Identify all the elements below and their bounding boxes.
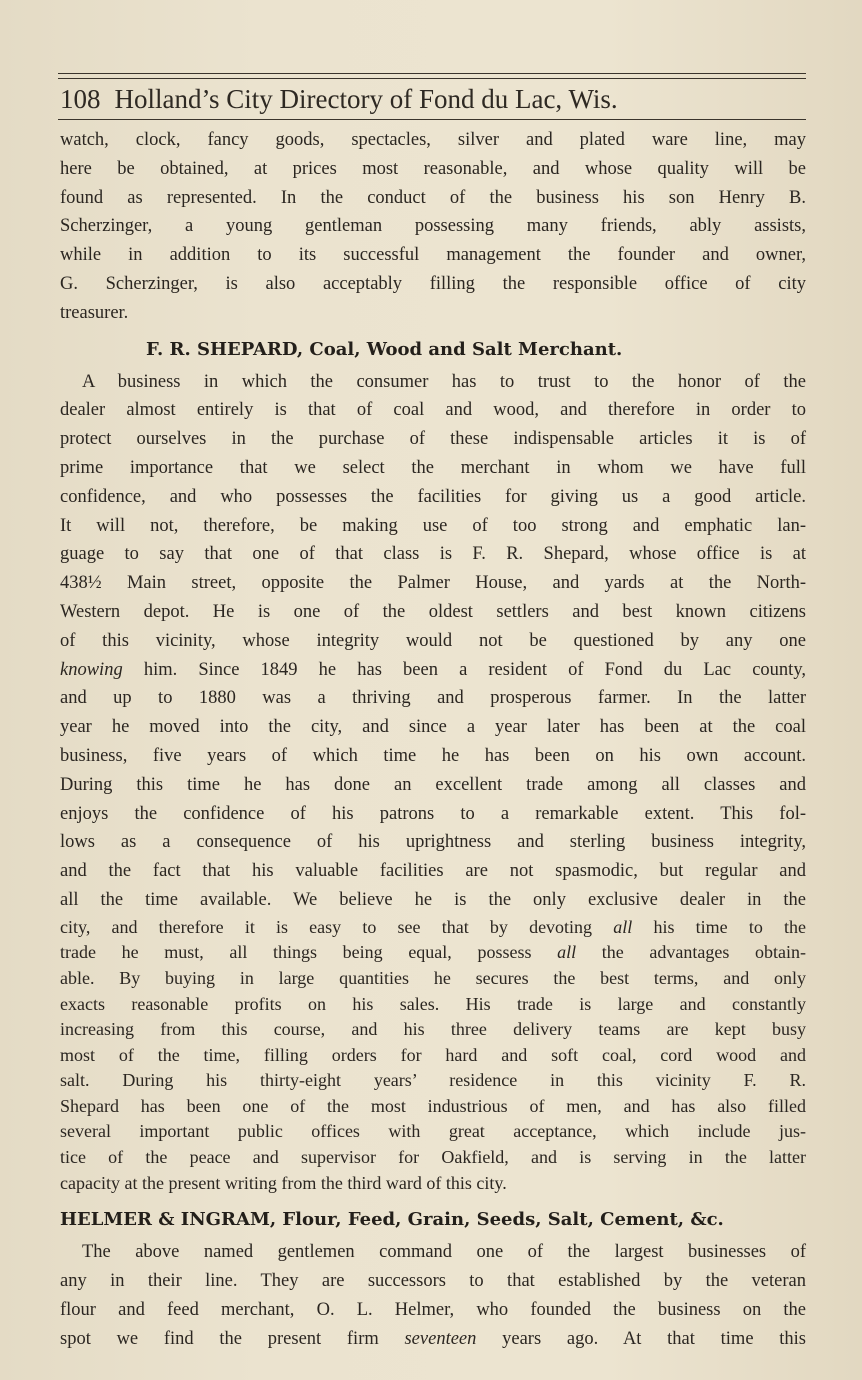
header-rule [58,119,806,120]
section-heading-shepard: F. R. SHEPARD, Coal, Wood and Salt Merchant. [146,338,623,360]
page-body [60,126,806,1353]
text-line: Scherzinger, a young gentleman possessing many friends, ably assists, [60,216,806,237]
text-line: guage to say that one of that class is F. R. Shepard, whose office is at [60,544,806,565]
text-line: A business in which the consumer has to trust to the honor of the [82,371,806,392]
text-span: trade he must, all things being equal, possess [60,942,558,963]
text-line: year he moved into the city, and since a year later has been at the coal [60,717,806,738]
text-span: the advantages obtain- [576,942,806,963]
text-line: increasing from this course, and his three delivery teams are kept busy [60,1019,806,1040]
text-line: watch, clock, fancy goods, spectacles, silver and plated ware line, may [60,130,806,150]
paragraph-scherzinger [60,126,806,328]
text-line: exacts reasonable profits on his sales. His trade is large and constantly [60,993,806,1014]
text-line: enjoys the confidence of his patrons to a remarkable extent. This fol- [60,803,806,824]
text-line: while in addition to its successful management the founder and owner, [60,245,806,266]
text-line [60,940,806,966]
text-line: Shepard has been one of the most industrious of men, and has also filled [60,1095,806,1116]
text-line: here be obtained, at prices most reasonable, and whose quality will be [60,158,806,179]
running-header [60,84,800,115]
text-line: capacity at the present writing from the third ward of this city. [60,1172,507,1193]
text-line: salt. During his thirty-eight years’ residence in this vicinity F. R. [60,1070,806,1091]
text-line: flour and feed merchant, O. L. Helmer, who founded the business on the [60,1299,806,1320]
text-line: able. By buying in large quantities he secures the best terms, and only [60,967,806,988]
text-span: his time to the [632,916,806,937]
text-line: During this time he has done an excellent trade among all classes and [60,774,806,795]
text-span: him. Since 1849 he has been a resident of Fond du Lac county, [122,659,806,680]
text-span: spot we find the present firm [60,1328,405,1349]
text-span: city, and therefore it is easy to see that by devoting [60,916,614,937]
top-rule-thin [58,78,806,79]
page-number: 108 [60,84,101,114]
text-line [60,1325,806,1354]
text-line [60,915,806,941]
running-title: Holland’s City Directory of Fond du Lac, Wis. [114,84,618,114]
text-line: treasurer. [60,302,129,323]
text-line: lows as a consequence of his uprightness and sterling business integrity, [60,832,806,853]
text-line: 438½ Main street, opposite the Palmer House, and yards at the North- [60,573,806,594]
text-line: tice of the peace and supervisor for Oakfield, and is serving in the latter [60,1147,806,1168]
text-line: business, five years of which time he has been on his own account. [60,745,806,766]
text-line: found as represented. In the conduct of the business his son Henry B. [60,187,806,208]
text-span: years ago. At that time this [476,1328,806,1349]
paragraph-shepard [60,368,806,1197]
text-line: and the fact that his valuable facilities are not spasmodic, but regular and [60,861,806,882]
text-line: several important public offices with great acceptance, which include jus- [60,1121,806,1142]
text-line: confidence, and who possesses the facilities for giving us a good article. [60,486,806,507]
text-line: all the time available. We believe he is the only exclusive dealer in the [60,889,806,910]
text-line: prime importance that we select the merchant in whom we have full [60,457,806,478]
text-line: protect ourselves in the purchase of these indispensable articles it is of [60,429,806,450]
text-line: The above named gentlemen command one of the largest businesses of [82,1242,806,1263]
italic-word: all [613,916,633,937]
text-line: and up to 1880 was a thriving and prosperous farmer. In the latter [60,688,806,709]
text-line: most of the time, filling orders for hard and soft coal, cord wood and [60,1044,806,1065]
text-line: It will not, therefore, be making use of too strong and emphatic lan- [60,515,806,536]
top-rule [58,73,806,74]
text-line: of this vicinity, whose integrity would not be questioned by any one [60,630,806,651]
italic-word: knowing [60,659,123,680]
paragraph-helmer-ingram [60,1238,806,1353]
text-line: G. Scherzinger, is also acceptably filling the responsible office of city [60,273,806,294]
section-heading-helmer-ingram: HELMER & INGRAM, Flour, Feed, Grain, Seeds, Salt, Cement, &c. [60,1209,724,1231]
text-line: Western depot. He is one of the oldest settlers and best known citizens [60,601,806,622]
italic-word: seventeen [404,1328,477,1349]
text-line [60,656,806,685]
text-line: any in their line. They are successors to that established by the veteran [60,1271,806,1292]
text-line: dealer almost entirely is that of coal and wood, and therefore in order to [60,400,806,421]
italic-word: all [557,942,577,963]
